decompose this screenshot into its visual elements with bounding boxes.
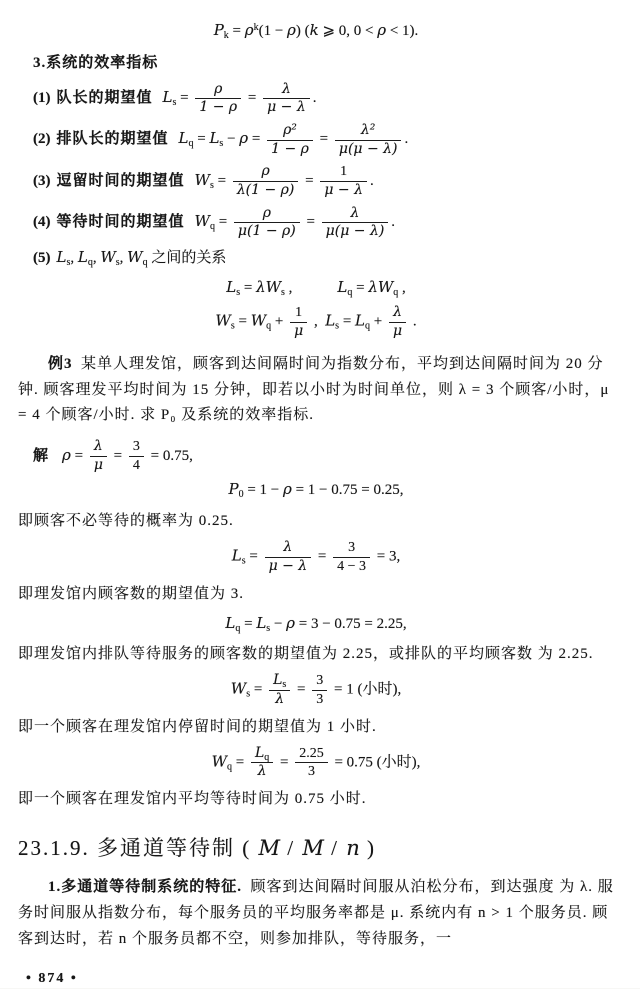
indicator-item-5	[33, 247, 614, 270]
mmn-body: 顾客到达间隔时间服从泊松分布，到达强度 为 λ. 服务时间服从指数分布，每个服务员的平均服务率都是 μ. 系统内有 n > 1 个服务员. 顾客到达时，若 n 个服务员都不空，则参加排队，等待服务，一	[18, 879, 614, 948]
item-number: (2)	[33, 131, 51, 148]
item-number: (1)	[33, 90, 51, 107]
formula-ls-value: $L_s$ = $\frac{\lambda}{\mu - \lambda}$ = $\frac{3}{4 - 3}$ = 3,	[231, 539, 401, 574]
formula-ws-wq-relation: $W_s = W_q$ + $\frac{1}{\mu}$ , $L_s = L_q$ + $\frac{\lambda}{\mu}$ .	[215, 304, 417, 340]
solution-line	[33, 439, 614, 473]
formula-ws-value: $W_s$ = $\frac{L_s}{\lambda}$ = $\frac{3}{3}$ = 1 (小时),	[230, 672, 402, 707]
note-ls: 即理发馆内顾客数的期望值为 3.	[18, 585, 245, 602]
note-ws: 即一个顾客在理发馆内停留时间的期望值为 1 小时.	[18, 718, 377, 735]
formula-ws: $W_s$ = $\frac{\rho}{\lambda(1 - \rho)}$ = $\frac{1}{\mu - \lambda}$ .	[194, 163, 374, 198]
item-label: 排队长的期望值	[56, 131, 169, 148]
solve-tag: 解	[33, 447, 49, 464]
item-label: 逗留时间的期望值	[56, 172, 185, 189]
formula-p0: $P_0 = 1 - \rho = 1 - 0.75 = 0.25$,	[228, 480, 404, 501]
mmn-paragraph	[18, 875, 614, 952]
section-heading-mmn: 23.1.9. 多通道等待制 ( M / M / n )	[18, 835, 376, 860]
example-tag: 例3	[48, 355, 73, 372]
example-paragraph	[18, 352, 614, 429]
formula-rho: ρ = $\frac{\lambda}{\mu}$ = $\frac{3}{4}$ = 0.75,	[62, 438, 193, 473]
relations-label: $L_s$, $L_q$, $W_s$, $W_q$ 之间的关系	[56, 247, 227, 268]
formula-ls: $L_s$ = $\frac{\rho}{1 - \rho}$ = $\frac{\lambda}{\mu - \lambda}$ .	[162, 80, 317, 116]
formula-littles-law: $L_s = \lambda W_s$ , $L_q = \lambda W_q$ ,	[226, 277, 406, 298]
indicator-item-1	[33, 82, 614, 116]
indicator-item-3	[33, 164, 614, 198]
formula-wq: $W_q$ = $\frac{\rho}{\mu(1 - \rho)}$ = $\frac{\lambda}{\mu(\mu - \lambda)}$ .	[194, 204, 396, 240]
item-number: (3)	[33, 172, 51, 189]
item-number: (4)	[33, 214, 51, 231]
item-label: 等待时间的期望值	[56, 214, 185, 231]
item-label: 队长的期望值	[56, 90, 153, 107]
example-body: 某单人理发馆，顾客到达间隔时间为指数分布，平均到达间隔时间为 20 分钟. 顾客理发平均时间为 15 分钟，即若以小时为时间单位，则 λ = 3 个顾客/小时，μ = 4 个顾客/小时. 求 P₀ 及系统的效率指标.	[18, 355, 610, 424]
item-number: (5)	[33, 249, 51, 266]
section-heading-efficiency: 3.系统的效率指标	[33, 54, 159, 71]
formula-pk-distribution: $P_k = \rho^k(1 - \rho)$ (k ⩾ 0, 0 < ρ < 1).	[213, 21, 419, 41]
indicator-item-2	[33, 123, 614, 157]
formula-lq: $L_q = L_s - \rho$ = $\frac{\text{ρ²}}{1 - \rho}$ = $\frac{\text{λ²}}{\mu(\mu - \lambda)}$ .	[178, 121, 409, 157]
page-number: • 874 •	[26, 970, 78, 986]
note-wq: 即一个顾客在理发馆内平均等待时间为 0.75 小时.	[18, 790, 367, 807]
mmn-lead: 1.多通道等待制系统的特征.	[48, 879, 243, 896]
formula-wq-value: $W_q$ = $\frac{L_q}{\lambda}$ = $\frac{2.25}{3}$ = 0.75 (小时),	[211, 744, 421, 780]
formula-lq-value: $L_q = L_s - \rho = 3 - 0.75 = 2.25$,	[225, 613, 407, 634]
note-p0: 即顾客不必等待的概率为 0.25.	[18, 513, 234, 530]
indicator-item-4	[33, 206, 614, 240]
note-lq: 即理发馆内排队等待服务的顾客数的期望值为 2.25，或排队的平均顾客数 为 2.25.	[18, 646, 594, 663]
